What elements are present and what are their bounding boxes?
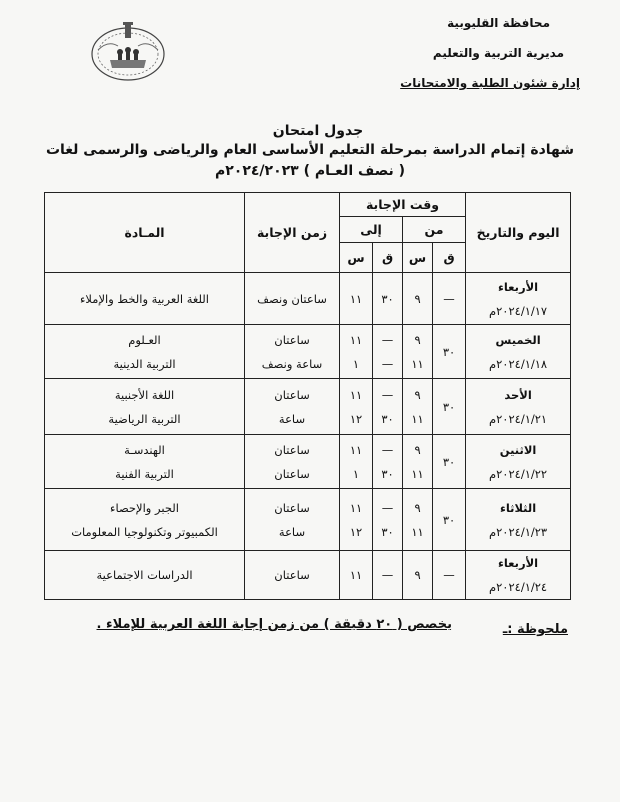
schedule-row [45, 325, 571, 379]
to-hours-cell-line: ١١ [349, 442, 363, 457]
header-duration: زمن الإجابة [245, 193, 340, 273]
exam-date: ٢٠٢٤/١/١٨م [488, 356, 548, 371]
duration-cell-line: ساعتان [274, 442, 310, 457]
from-minutes-cell-line: ٣٠ [442, 344, 456, 359]
title-line-1: جدول امتحان [272, 123, 364, 139]
to-minutes-cell [373, 435, 403, 489]
exam-date: ٢٠٢٤/١/٢١م [488, 411, 548, 426]
to-hours-cell-line: ١١ [349, 500, 363, 515]
to-hours-cell [340, 325, 373, 379]
subject-cell-line: العـلوم [128, 332, 161, 347]
day-date-cell [466, 551, 571, 600]
duration-cell-line: ساعتان [274, 466, 310, 481]
to-minutes-cell-line: — [381, 356, 394, 371]
duration-cell-line: ساعتان ونصف [257, 291, 327, 306]
to-minutes-cell-line: ٣٠ [381, 524, 394, 539]
to-minutes-cell-line: — [381, 387, 394, 402]
subject-cell-line: الجبر والإحصاء [110, 500, 179, 515]
to-minutes-cell [373, 325, 403, 379]
duration-cell [245, 551, 340, 600]
subject-cell-line: الكمبيوتر وتكنولوجيا المعلومات [71, 524, 218, 539]
directorate-name: مديرية التربية والتعليم [432, 46, 564, 60]
to-hours-cell-line: ١ [352, 466, 360, 481]
from-hours-cell-line: ٩ [414, 332, 421, 347]
day-date-cell [466, 489, 571, 551]
subject-cell-line: الهندسـة [124, 442, 165, 457]
title-line-2: شهادة إتمام الدراسة بمرحلة التعليم الأساسى العام والرياضى والرسمى لغات [45, 142, 575, 158]
to-hours-cell-line: ١١ [349, 568, 363, 582]
duration-cell-line: ساعتان [274, 568, 310, 582]
subject-cell [45, 379, 245, 435]
from-minutes-cell-line: — [443, 568, 455, 582]
day-date-cell [466, 325, 571, 379]
from-hours-cell [403, 379, 433, 435]
to-minutes-cell-line: ٣٠ [381, 411, 394, 426]
from-hours-cell-line: ٩ [414, 291, 421, 306]
day-date-cell [466, 435, 571, 489]
to-minutes-cell [373, 273, 403, 325]
exam-date: ٢٠٢٤/١/٢٣م [488, 524, 548, 539]
subject-cell [45, 325, 245, 379]
to-minutes-cell-line: — [381, 500, 394, 515]
subject-cell [45, 489, 245, 551]
to-minutes-cell [373, 379, 403, 435]
header-answer-time: وقت الإجابة [340, 193, 466, 217]
header-day-date: اليوم والتاريخ [466, 193, 571, 273]
from-minutes-cell [433, 273, 466, 325]
schedule-row [45, 379, 571, 435]
to-minutes-cell-line: ٣٠ [381, 466, 394, 481]
to-hours-cell-line: ١١ [349, 387, 363, 402]
exam-date: ٢٠٢٤/١/١٧م [488, 303, 548, 318]
day-name: الخميس [495, 332, 541, 347]
exam-schedule-table [44, 192, 571, 600]
to-hours-cell-line: ١١ [349, 291, 363, 306]
from-minutes-cell-line: — [443, 291, 455, 306]
duration-cell [245, 325, 340, 379]
header-from: من [403, 217, 466, 243]
from-hours-cell-line: ١١ [411, 524, 424, 539]
exam-date: ٢٠٢٤/١/٢٢م [488, 466, 548, 481]
subject-cell-line: الدراسات الاجتماعية [96, 568, 193, 582]
to-hours-cell [340, 551, 373, 600]
day-name: الأربعاء [497, 279, 539, 294]
to-hours-cell-line: ١٢ [349, 524, 363, 539]
to-hours-cell-line: ١١ [349, 332, 363, 347]
duration-cell-line: ساعة ونصف [261, 356, 323, 371]
duration-cell [245, 273, 340, 325]
schedule-row [45, 489, 571, 551]
day-name: الأربعاء [497, 556, 539, 570]
from-minutes-cell [433, 489, 466, 551]
to-hours-cell [340, 379, 373, 435]
header-from-hours: س [403, 243, 433, 273]
note-text: يخصص ( ٢٠ دقيقة ) من زمن إجابة اللغة العربية للإملاء . [96, 617, 452, 632]
to-hours-cell-line: ١ [352, 356, 360, 371]
day-date-cell [466, 273, 571, 325]
subject-cell [45, 273, 245, 325]
to-minutes-cell [373, 489, 403, 551]
from-hours-cell [403, 551, 433, 600]
duration-cell [245, 435, 340, 489]
from-hours-cell-line: ٩ [414, 500, 421, 515]
duration-cell [245, 379, 340, 435]
to-hours-cell-line: ١٢ [349, 411, 363, 426]
to-hours-cell [340, 489, 373, 551]
subject-cell-line: اللغة العربية والخط والإملاء [80, 291, 209, 306]
to-minutes-cell-line: — [381, 568, 394, 582]
day-name: الأحد [504, 387, 532, 402]
from-hours-cell [403, 435, 433, 489]
from-hours-cell-line: ٩ [414, 568, 421, 582]
from-hours-cell-line: ١١ [411, 466, 424, 481]
schedule-row [45, 435, 571, 489]
duration-cell-line: ساعتان [274, 500, 310, 515]
duration-cell-line: ساعتان [274, 332, 310, 347]
note-label: ملحوظة :ـ [502, 622, 568, 637]
subject-cell-line: اللغة الأجنبية [114, 387, 175, 402]
header-to-hours: س [340, 243, 373, 273]
duration-cell-line: ساعة [278, 524, 306, 539]
governorate-emblem [88, 20, 168, 84]
schedule-row [45, 551, 571, 600]
from-hours-cell [403, 273, 433, 325]
to-hours-cell [340, 435, 373, 489]
header-to: إلى [340, 217, 403, 243]
from-minutes-cell [433, 379, 466, 435]
from-minutes-cell [433, 551, 466, 600]
header-to-minutes: ق [373, 243, 403, 273]
day-date-cell [466, 379, 571, 435]
subject-cell-line: التربية الفنية [115, 466, 174, 481]
department-name: إدارة شئون الطلبة والامتحانات [400, 76, 580, 90]
to-hours-cell [340, 273, 373, 325]
duration-cell-line: ساعة [278, 411, 306, 426]
subject-cell [45, 435, 245, 489]
from-minutes-cell-line: ٣٠ [442, 454, 456, 469]
duration-cell-line: ساعتان [274, 387, 310, 402]
day-name: الثلاثاء [499, 500, 537, 515]
exam-date: ٢٠٢٤/١/٢٤م [488, 580, 548, 594]
schedule-row [45, 273, 571, 325]
header-from-minutes: ق [433, 243, 466, 273]
from-minutes-cell [433, 325, 466, 379]
title-line-3: ( نصف العـام ) ٢٠٢٤/٢٠٢٣م [214, 163, 406, 179]
from-minutes-cell [433, 435, 466, 489]
day-name: الاثنين [499, 442, 537, 457]
subject-cell-line: التربية الرياضية [108, 411, 181, 426]
from-hours-cell [403, 489, 433, 551]
duration-cell [245, 489, 340, 551]
subject-cell-line: التربية الدينية [113, 356, 176, 371]
subject-cell [45, 551, 245, 600]
from-hours-cell-line: ٩ [414, 442, 421, 457]
to-minutes-cell [373, 551, 403, 600]
from-minutes-cell-line: ٣٠ [442, 512, 456, 527]
from-minutes-cell-line: ٣٠ [442, 399, 456, 414]
header-subject: المـادة [45, 193, 245, 273]
from-hours-cell-line: ١١ [411, 356, 424, 371]
from-hours-cell-line: ٩ [414, 387, 421, 402]
to-minutes-cell-line: — [381, 442, 394, 457]
to-minutes-cell-line: — [381, 332, 394, 347]
from-hours-cell-line: ١١ [411, 411, 424, 426]
governorate-name: محافظة القليوبية [447, 16, 550, 30]
from-hours-cell [403, 325, 433, 379]
to-minutes-cell-line: ٣٠ [381, 291, 394, 306]
